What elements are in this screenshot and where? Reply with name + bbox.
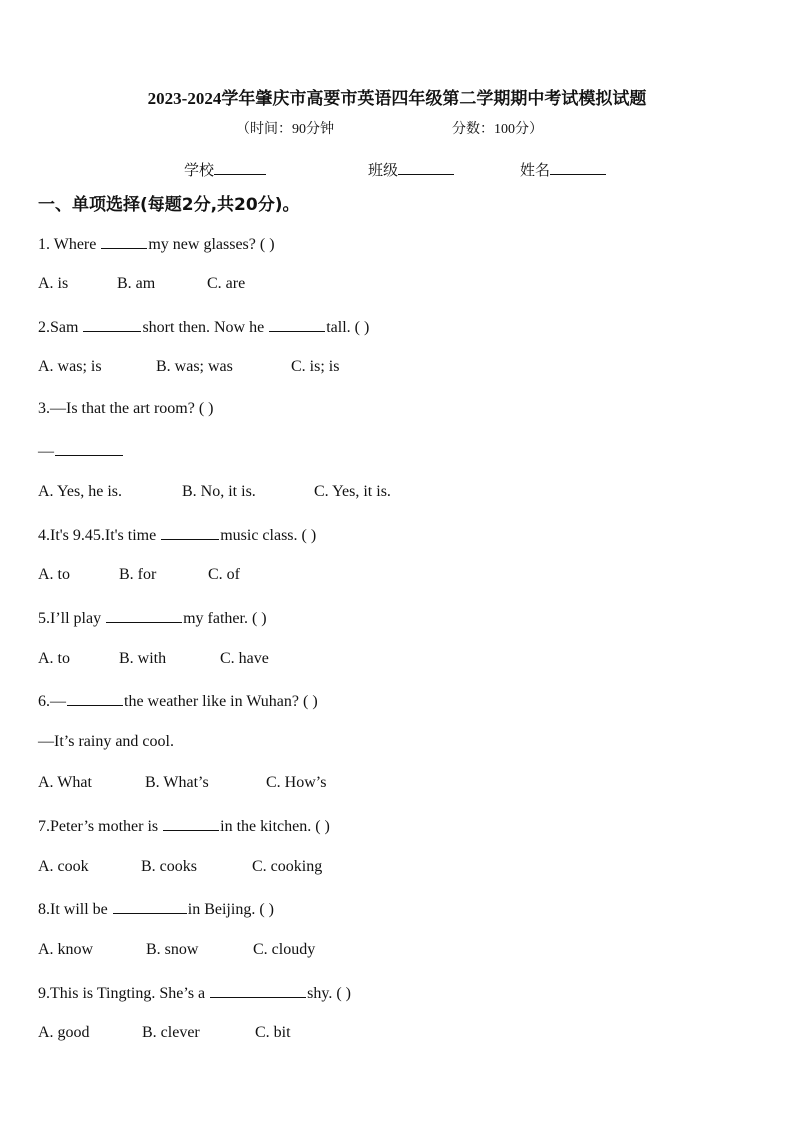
question-6 — [38, 691, 318, 711]
option-a[interactable]: A. cook — [38, 858, 89, 875]
option-c[interactable]: C. are — [207, 275, 246, 292]
answer-blank[interactable] — [83, 317, 141, 332]
school-field[interactable] — [184, 159, 266, 180]
page-title: 2023-2024学年肇庆市高要市英语四年级第二学期期中考试模拟试题 — [147, 89, 647, 108]
option-b[interactable]: B. snow — [146, 941, 199, 958]
option-b[interactable]: B. clever — [142, 1024, 200, 1041]
reply-text: — — [38, 443, 54, 460]
reply-3 — [38, 441, 124, 461]
options-8 — [38, 941, 315, 959]
option-a[interactable]: A. was; is — [38, 358, 102, 375]
answer-blank[interactable] — [163, 816, 219, 831]
option-c[interactable]: C. Yes, it is. — [314, 483, 391, 500]
question-9 — [38, 983, 351, 1003]
class-field[interactable] — [368, 159, 454, 180]
question-text: 9.This is Tingting. She’s a — [38, 985, 210, 1002]
question-text: 3.—Is that the art room? ( ) — [38, 400, 214, 417]
question-3 — [38, 400, 214, 418]
option-a[interactable]: A. know — [38, 941, 94, 958]
answer-blank[interactable] — [101, 234, 147, 249]
question-text: my father. ( ) — [183, 610, 267, 627]
question-text: short then. Now he — [142, 319, 269, 336]
answer-blank[interactable] — [161, 525, 219, 540]
question-text: 5.I’ll play — [38, 610, 106, 627]
question-text: 7.Peter’s mother is — [38, 818, 163, 835]
school-blank[interactable] — [214, 159, 266, 175]
question-4 — [38, 525, 316, 545]
option-b[interactable]: B. No, it is. — [182, 483, 256, 500]
option-c[interactable]: C. bit — [255, 1024, 291, 1041]
options-9 — [38, 1024, 291, 1042]
option-c[interactable]: C. cooking — [252, 858, 323, 875]
option-b[interactable]: B. What’s — [145, 774, 209, 791]
question-1 — [38, 234, 275, 254]
answer-blank[interactable] — [269, 317, 325, 332]
answer-blank[interactable] — [113, 899, 187, 914]
option-c[interactable]: C. is; is — [291, 358, 340, 375]
option-c[interactable]: C. cloudy — [253, 941, 316, 958]
option-b[interactable]: B. with — [119, 650, 167, 667]
question-text: my new glasses? ( ) — [148, 236, 275, 253]
question-text: music class. ( ) — [220, 527, 317, 544]
option-b[interactable]: B. cooks — [141, 858, 197, 875]
question-text: 6.— — [38, 693, 66, 710]
options-2 — [38, 358, 339, 376]
option-b[interactable]: B. for — [119, 566, 157, 583]
option-a[interactable]: A. What — [38, 774, 92, 791]
question-text: 2.Sam — [38, 319, 83, 336]
question-text: 4.It's 9.45.It's time — [38, 527, 161, 544]
section-title: 一、单项选择(每题2分,共20分)。 — [38, 195, 300, 215]
name-blank[interactable] — [550, 159, 606, 175]
exam-time: （时间：90分钟 — [236, 122, 334, 137]
option-c[interactable]: C. How’s — [266, 774, 327, 791]
reply-text: —It’s rainy and cool. — [38, 733, 174, 750]
option-b[interactable]: B. was; was — [156, 358, 233, 375]
option-a[interactable]: A. is — [38, 275, 69, 292]
option-b[interactable]: B. am — [117, 275, 156, 292]
options-5 — [38, 650, 269, 668]
question-2 — [38, 317, 369, 337]
option-a[interactable]: A. Yes, he is. — [38, 483, 123, 500]
question-7 — [38, 816, 330, 836]
name-field[interactable] — [520, 159, 606, 180]
answer-blank[interactable] — [55, 441, 123, 456]
options-7 — [38, 858, 322, 876]
options-3 — [38, 483, 391, 501]
question-text: the weather like in Wuhan? ( ) — [124, 693, 318, 710]
option-c[interactable]: C. have — [220, 650, 269, 667]
question-text: 1. Where — [38, 236, 101, 253]
answer-blank[interactable] — [67, 691, 123, 706]
school-label: 学校 — [184, 163, 215, 179]
question-text: 8.It will be — [38, 901, 112, 918]
class-label: 班级 — [368, 163, 399, 179]
question-text: in Beijing. ( ) — [187, 901, 274, 918]
question-text: in the kitchen. ( ) — [220, 818, 330, 835]
question-text: shy. ( ) — [307, 985, 351, 1002]
option-a[interactable]: A. to — [38, 650, 70, 667]
options-4 — [38, 566, 240, 584]
question-text: tall. ( ) — [326, 319, 370, 336]
answer-blank[interactable] — [106, 608, 182, 623]
options-1 — [38, 275, 245, 293]
name-label: 姓名 — [520, 163, 551, 179]
reply-6 — [38, 733, 174, 751]
question-5 — [38, 608, 267, 628]
options-6 — [38, 774, 326, 792]
question-8 — [38, 899, 274, 919]
option-a[interactable]: A. to — [38, 566, 70, 583]
option-a[interactable]: A. good — [38, 1024, 90, 1041]
answer-blank[interactable] — [210, 983, 306, 998]
option-c[interactable]: C. of — [208, 566, 240, 583]
exam-score: 分数：100分） — [452, 122, 543, 137]
class-blank[interactable] — [398, 159, 454, 175]
